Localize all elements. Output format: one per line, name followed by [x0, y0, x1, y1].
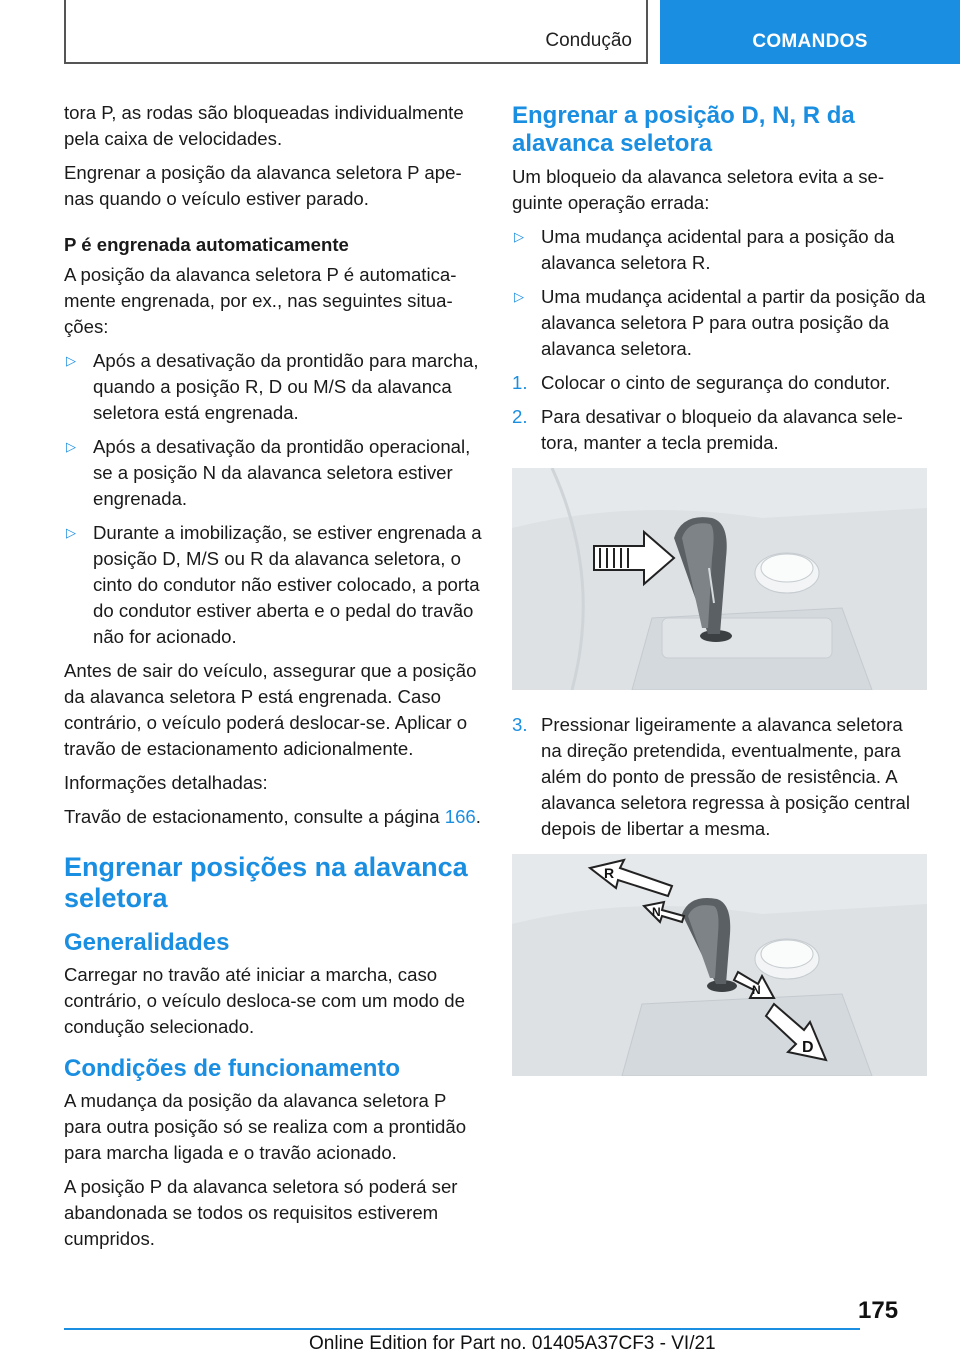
- selector-lever-unlock-illustration: [512, 468, 927, 690]
- paragraph: Um bloqueio da alavanca seletora evita a seguinte operação errada:: [512, 166, 885, 213]
- paragraph: Engrenar a posição da alavanca seletora P apenas quando o veículo estiver parado.: [64, 162, 462, 209]
- section-heading: Engrenar a posição D, N, R da alavanca seletora: [512, 102, 855, 157]
- svg-text:N: N: [752, 983, 761, 997]
- header-section-box: [64, 0, 648, 64]
- paragraph: Travão de estacionamento, consulte a página 166.: [64, 806, 481, 827]
- paragraph: tora P, as rodas são bloqueadas individualmente pela caixa de velocidades.: [64, 102, 464, 149]
- list-item: ▷ Após a desativação da prontidão operacional, se a posição N da alavanca seletora estiver engrenada.: [66, 436, 471, 509]
- paragraph: A mudança da posição da alavanca seletora P para outra posição só se realiza com a prontidão para marcha ligada e o travão acionado.: [64, 1090, 467, 1163]
- list-item: ▷ Uma mudança acidental a partir da posição da alavanca seletora P para outra posição da alavanca seletora.: [514, 286, 926, 359]
- triangle-bullet-icon: ▷: [66, 525, 76, 540]
- left-column: [64, 100, 482, 1260]
- step-item: 2. Para desativar o bloqueio da alavanca seletora, manter a tecla premida.: [512, 406, 903, 453]
- footer-divider: [64, 1328, 860, 1330]
- triangle-bullet-icon: ▷: [66, 439, 76, 454]
- subsection-heading: Condições de funcionamento: [64, 1055, 401, 1082]
- paragraph: Informações detalhadas:: [64, 772, 268, 793]
- paragraph: Carregar no travão até iniciar a marcha, caso contrário, o veículo desloca-se com um modo de condução selecionado.: [64, 964, 465, 1037]
- paragraph: Antes de sair do veículo, assegurar que a posição da alavanca seletora P está engrenada. Caso contrário, o veículo poderá deslocar-se. Aplicar o travão de estacionamento adicionalmente.: [64, 660, 477, 759]
- paragraph: A posição da alavanca seletora P é automaticamente engrenada, por ex., nas seguintes situações:: [64, 264, 457, 337]
- page-reference-link[interactable]: 166: [444, 806, 476, 827]
- step-list: [512, 370, 927, 456]
- header-chapter-tab: [660, 0, 960, 64]
- svg-text:N: N: [652, 905, 661, 919]
- subsection-heading: Generalidades: [64, 929, 230, 956]
- subheading: P é engrenada automaticamente: [64, 234, 349, 255]
- header-chapter-label: COMANDOS: [752, 31, 868, 52]
- page-number: 175: [858, 1297, 899, 1324]
- triangle-bullet-icon: ▷: [66, 353, 76, 368]
- bullet-list: [64, 348, 482, 650]
- footer-edition: Online Edition for Part no. 01405A37CF3 - VI/21: [309, 1333, 716, 1354]
- step-item: 1. Colocar o cinto de segurança do condutor.: [512, 372, 891, 393]
- list-item: ▷ Uma mudança acidental para a posição da alavanca seletora R.: [514, 226, 895, 273]
- right-column: [512, 100, 927, 1098]
- bullet-list: [512, 224, 927, 362]
- triangle-bullet-icon: ▷: [514, 289, 524, 304]
- section-heading: Engrenar posições na alavanca seletora: [64, 852, 468, 913]
- triangle-bullet-icon: ▷: [514, 229, 524, 244]
- svg-text:D: D: [802, 1039, 814, 1056]
- list-item: ▷ Durante a imobilização, se estiver engrenada a posição D, M/S ou R da alavanca seletora, o cinto do condutor não estiver colocado, a porta do condutor estiver aberta e o pedal do travão não for acionado.: [66, 522, 482, 647]
- svg-text:R: R: [604, 865, 615, 881]
- list-item: ▷ Após a desativação da prontidão para marcha, quando a posição R, D ou M/S da alavanca seletora está engrenada.: [66, 350, 479, 423]
- step-item: 3. Pressionar ligeiramente a alavanca seletora na direção pretendida, eventualmente, para além do ponto de pressão de resistência. A alavanca seletora regressa à posição central depois de libertar a mesma.: [512, 714, 910, 839]
- selector-lever-positions-illustration: [512, 854, 927, 1076]
- paragraph: A posição P da alavanca seletora só poderá ser abandonada se todos os requisitos estiverem cumpridos.: [64, 1176, 458, 1249]
- header-section-title: Condução: [545, 30, 632, 51]
- step-list: [512, 712, 927, 842]
